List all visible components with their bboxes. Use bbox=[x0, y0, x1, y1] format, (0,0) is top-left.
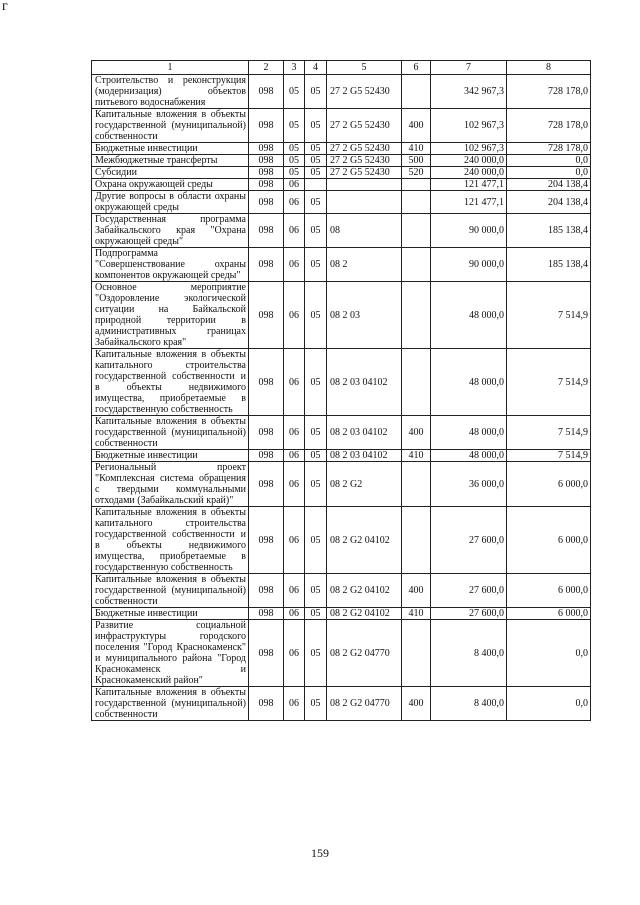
row-name-cell: Межбюджетные трансферты bbox=[92, 155, 249, 167]
row-amount-year1-cell: 36 000,0 bbox=[431, 462, 507, 507]
table-row bbox=[92, 191, 591, 214]
row-amount-year2-cell: 6 000,0 bbox=[507, 507, 591, 574]
row-amount-year2-cell: 7 514,9 bbox=[507, 450, 591, 462]
row-target-article-cell: 27 2 G5 52430 bbox=[327, 155, 402, 167]
row-ministry-code-cell: 098 bbox=[249, 248, 284, 282]
row-subsection-cell: 05 bbox=[305, 507, 327, 574]
row-amount-year1-cell: 27 600,0 bbox=[431, 608, 507, 620]
row-target-article-cell: 27 2 G5 52430 bbox=[327, 167, 402, 179]
row-amount-year2-cell: 7 514,9 bbox=[507, 416, 591, 450]
table-row bbox=[92, 109, 591, 143]
table-row bbox=[92, 416, 591, 450]
row-subsection-cell: 05 bbox=[305, 191, 327, 214]
page-number: 159 bbox=[311, 846, 329, 860]
row-expense-type-cell: 400 bbox=[402, 687, 431, 721]
row-section-cell: 06 bbox=[284, 349, 305, 416]
row-target-article-cell: 08 2 G2 04770 bbox=[327, 687, 402, 721]
row-amount-year2-cell: 7 514,9 bbox=[507, 282, 591, 349]
row-section-cell: 06 bbox=[284, 608, 305, 620]
row-subsection-cell: 05 bbox=[305, 282, 327, 349]
row-subsection-cell bbox=[305, 179, 327, 191]
row-subsection-cell: 05 bbox=[305, 620, 327, 687]
table-row bbox=[92, 349, 591, 416]
row-amount-year2-cell: 728 178,0 bbox=[507, 75, 591, 109]
row-name-cell: Капитальные вложения в объекты государственной (муниципальной) собственности bbox=[92, 687, 249, 721]
row-target-article-cell: 08 2 03 04102 bbox=[327, 450, 402, 462]
row-amount-year1-cell: 342 967,3 bbox=[431, 75, 507, 109]
row-target-article-cell: 08 bbox=[327, 214, 402, 248]
row-ministry-code-cell: 098 bbox=[249, 155, 284, 167]
row-ministry-code-cell: 098 bbox=[249, 109, 284, 143]
budget-table bbox=[91, 60, 591, 721]
row-amount-year1-cell: 48 000,0 bbox=[431, 282, 507, 349]
header-cell: 7 bbox=[431, 61, 507, 75]
budget-table-container bbox=[91, 60, 590, 721]
row-amount-year1-cell: 8 400,0 bbox=[431, 620, 507, 687]
row-section-cell: 05 bbox=[284, 75, 305, 109]
row-name-cell: Капитальные вложения в объекты государственной (муниципальной) собственности bbox=[92, 574, 249, 608]
row-expense-type-cell bbox=[402, 349, 431, 416]
row-amount-year1-cell: 121 477,1 bbox=[431, 179, 507, 191]
row-amount-year1-cell: 8 400,0 bbox=[431, 687, 507, 721]
row-expense-type-cell bbox=[402, 620, 431, 687]
table-row bbox=[92, 620, 591, 687]
row-amount-year2-cell: 6 000,0 bbox=[507, 608, 591, 620]
row-expense-type-cell: 410 bbox=[402, 450, 431, 462]
header-cell: 8 bbox=[507, 61, 591, 75]
header-cell: 5 bbox=[327, 61, 402, 75]
row-target-article-cell: 08 2 G2 04102 bbox=[327, 574, 402, 608]
table-row bbox=[92, 248, 591, 282]
row-expense-type-cell: 400 bbox=[402, 109, 431, 143]
row-ministry-code-cell: 098 bbox=[249, 507, 284, 574]
row-expense-type-cell: 400 bbox=[402, 574, 431, 608]
row-target-article-cell: 08 2 03 04102 bbox=[327, 349, 402, 416]
row-section-cell: 05 bbox=[284, 167, 305, 179]
row-amount-year2-cell: 0,0 bbox=[507, 167, 591, 179]
row-subsection-cell: 05 bbox=[305, 248, 327, 282]
row-target-article-cell: 27 2 G5 52430 bbox=[327, 143, 402, 155]
row-subsection-cell: 05 bbox=[305, 450, 327, 462]
row-ministry-code-cell: 098 bbox=[249, 416, 284, 450]
row-section-cell: 06 bbox=[284, 191, 305, 214]
row-section-cell: 06 bbox=[284, 450, 305, 462]
row-target-article-cell: 08 2 G2 04102 bbox=[327, 608, 402, 620]
row-ministry-code-cell: 098 bbox=[249, 214, 284, 248]
header-cell: 4 bbox=[305, 61, 327, 75]
header-cell: 3 bbox=[284, 61, 305, 75]
row-name-cell: Региональный проект "Комплексная система обращения с твердыми коммунальными отходами (Забайкальский край)" bbox=[92, 462, 249, 507]
header-cell: 2 bbox=[249, 61, 284, 75]
row-amount-year2-cell: 0,0 bbox=[507, 687, 591, 721]
row-section-cell: 05 bbox=[284, 155, 305, 167]
row-ministry-code-cell: 098 bbox=[249, 191, 284, 214]
row-amount-year1-cell: 102 967,3 bbox=[431, 109, 507, 143]
row-section-cell: 06 bbox=[284, 687, 305, 721]
row-name-cell: Охрана окружающей среды bbox=[92, 179, 249, 191]
table-row bbox=[92, 75, 591, 109]
header-cell: 1 bbox=[92, 61, 249, 75]
row-name-cell: Бюджетные инвестиции bbox=[92, 450, 249, 462]
row-subsection-cell: 05 bbox=[305, 574, 327, 608]
table-row bbox=[92, 143, 591, 155]
row-ministry-code-cell: 098 bbox=[249, 143, 284, 155]
row-section-cell: 06 bbox=[284, 416, 305, 450]
row-amount-year2-cell: 728 178,0 bbox=[507, 109, 591, 143]
table-row bbox=[92, 507, 591, 574]
row-amount-year2-cell: 7 514,9 bbox=[507, 349, 591, 416]
row-expense-type-cell: 520 bbox=[402, 167, 431, 179]
row-expense-type-cell bbox=[402, 282, 431, 349]
row-amount-year2-cell: 204 138,4 bbox=[507, 179, 591, 191]
row-name-cell: Бюджетные инвестиции bbox=[92, 143, 249, 155]
table-row bbox=[92, 608, 591, 620]
row-target-article-cell bbox=[327, 179, 402, 191]
row-ministry-code-cell: 098 bbox=[249, 574, 284, 608]
row-name-cell: Государственная программа Забайкальского края "Охрана окружающей среды" bbox=[92, 214, 249, 248]
row-target-article-cell: 08 2 bbox=[327, 248, 402, 282]
row-name-cell: Капитальные вложения в объекты капитального строительства государственной собственности и в объекты недвижимого имущества, приобретаемые в государственную собственность bbox=[92, 349, 249, 416]
row-ministry-code-cell: 098 bbox=[249, 282, 284, 349]
row-amount-year1-cell: 48 000,0 bbox=[431, 349, 507, 416]
row-target-article-cell: 27 2 G5 52430 bbox=[327, 109, 402, 143]
row-name-cell: Капитальные вложения в объекты капитального строительства государственной собственности и в объекты недвижимого имущества, приобретаемые в государственную собственность bbox=[92, 507, 249, 574]
row-expense-type-cell bbox=[402, 462, 431, 507]
row-name-cell: Строительство и реконструкция (модернизация) объектов питьевого водоснабжения bbox=[92, 75, 249, 109]
table-row bbox=[92, 574, 591, 608]
row-expense-type-cell: 410 bbox=[402, 608, 431, 620]
row-amount-year1-cell: 27 600,0 bbox=[431, 574, 507, 608]
row-section-cell: 06 bbox=[284, 574, 305, 608]
row-section-cell: 06 bbox=[284, 179, 305, 191]
row-amount-year1-cell: 102 967,3 bbox=[431, 143, 507, 155]
row-target-article-cell: 08 2 G2 04770 bbox=[327, 620, 402, 687]
row-ministry-code-cell: 098 bbox=[249, 462, 284, 507]
row-amount-year1-cell: 240 000,0 bbox=[431, 155, 507, 167]
row-subsection-cell: 05 bbox=[305, 143, 327, 155]
row-amount-year2-cell: 0,0 bbox=[507, 620, 591, 687]
row-section-cell: 05 bbox=[284, 109, 305, 143]
row-amount-year1-cell: 27 600,0 bbox=[431, 507, 507, 574]
table-row bbox=[92, 687, 591, 721]
row-section-cell: 06 bbox=[284, 248, 305, 282]
row-subsection-cell: 05 bbox=[305, 687, 327, 721]
table-row bbox=[92, 282, 591, 349]
row-amount-year2-cell: 185 138,4 bbox=[507, 214, 591, 248]
row-name-cell: Капитальные вложения в объекты государственной (муниципальной) собственности bbox=[92, 416, 249, 450]
row-amount-year1-cell: 90 000,0 bbox=[431, 248, 507, 282]
row-section-cell: 06 bbox=[284, 462, 305, 507]
row-expense-type-cell: 400 bbox=[402, 416, 431, 450]
row-expense-type-cell bbox=[402, 248, 431, 282]
row-amount-year1-cell: 121 477,1 bbox=[431, 191, 507, 214]
row-subsection-cell: 05 bbox=[305, 462, 327, 507]
row-name-cell: Капитальные вложения в объекты государственной (муниципальной) собственности bbox=[92, 109, 249, 143]
row-expense-type-cell bbox=[402, 75, 431, 109]
row-amount-year2-cell: 728 178,0 bbox=[507, 143, 591, 155]
row-amount-year1-cell: 240 000,0 bbox=[431, 167, 507, 179]
row-target-article-cell: 08 2 03 04102 bbox=[327, 416, 402, 450]
row-amount-year2-cell: 6 000,0 bbox=[507, 462, 591, 507]
table-row bbox=[92, 214, 591, 248]
row-amount-year2-cell: 185 138,4 bbox=[507, 248, 591, 282]
row-ministry-code-cell: 098 bbox=[249, 349, 284, 416]
row-section-cell: 06 bbox=[284, 214, 305, 248]
row-subsection-cell: 05 bbox=[305, 349, 327, 416]
row-ministry-code-cell: 098 bbox=[249, 450, 284, 462]
row-amount-year1-cell: 48 000,0 bbox=[431, 450, 507, 462]
row-section-cell: 06 bbox=[284, 282, 305, 349]
row-ministry-code-cell: 098 bbox=[249, 179, 284, 191]
row-target-article-cell: 08 2 G2 04102 bbox=[327, 507, 402, 574]
row-target-article-cell bbox=[327, 191, 402, 214]
row-amount-year1-cell: 90 000,0 bbox=[431, 214, 507, 248]
row-subsection-cell: 05 bbox=[305, 167, 327, 179]
row-name-cell: Другие вопросы в области охраны окружающей среды bbox=[92, 191, 249, 214]
row-ministry-code-cell: 098 bbox=[249, 620, 284, 687]
row-section-cell: 06 bbox=[284, 507, 305, 574]
row-target-article-cell: 27 2 G5 52430 bbox=[327, 75, 402, 109]
row-amount-year2-cell: 6 000,0 bbox=[507, 574, 591, 608]
corner-mark: г bbox=[2, 0, 8, 14]
row-name-cell: Бюджетные инвестиции bbox=[92, 608, 249, 620]
row-subsection-cell: 05 bbox=[305, 155, 327, 167]
row-name-cell: Основное мероприятие "Оздоровление экологической ситуации на Байкальской природной территории в административных границах Забайкальского края" bbox=[92, 282, 249, 349]
row-section-cell: 05 bbox=[284, 143, 305, 155]
row-target-article-cell: 08 2 03 bbox=[327, 282, 402, 349]
row-expense-type-cell bbox=[402, 214, 431, 248]
row-subsection-cell: 05 bbox=[305, 416, 327, 450]
row-subsection-cell: 05 bbox=[305, 109, 327, 143]
row-expense-type-cell: 500 bbox=[402, 155, 431, 167]
row-expense-type-cell bbox=[402, 191, 431, 214]
row-amount-year2-cell: 0,0 bbox=[507, 155, 591, 167]
table-row bbox=[92, 167, 591, 179]
row-ministry-code-cell: 098 bbox=[249, 167, 284, 179]
table-row bbox=[92, 179, 591, 191]
row-ministry-code-cell: 098 bbox=[249, 687, 284, 721]
row-amount-year2-cell: 204 138,4 bbox=[507, 191, 591, 214]
row-ministry-code-cell: 098 bbox=[249, 608, 284, 620]
row-subsection-cell: 05 bbox=[305, 214, 327, 248]
row-name-cell: Субсидии bbox=[92, 167, 249, 179]
row-expense-type-cell bbox=[402, 507, 431, 574]
row-expense-type-cell: 410 bbox=[402, 143, 431, 155]
header-cell: 6 bbox=[402, 61, 431, 75]
row-subsection-cell: 05 bbox=[305, 75, 327, 109]
table-row bbox=[92, 462, 591, 507]
row-name-cell: Развитие социальной инфраструктуры городского поселения "Город Краснокаменск" и муниципального района "Город Краснокаменск и Краснокаменский район" bbox=[92, 620, 249, 687]
row-section-cell: 06 bbox=[284, 620, 305, 687]
row-expense-type-cell bbox=[402, 179, 431, 191]
row-amount-year1-cell: 48 000,0 bbox=[431, 416, 507, 450]
row-ministry-code-cell: 098 bbox=[249, 75, 284, 109]
row-subsection-cell: 05 bbox=[305, 608, 327, 620]
row-name-cell: Подпрограмма "Совершенствование охраны компонентов окружающей среды" bbox=[92, 248, 249, 282]
header-row bbox=[92, 61, 591, 75]
row-target-article-cell: 08 2 G2 bbox=[327, 462, 402, 507]
table-row bbox=[92, 155, 591, 167]
table-row bbox=[92, 450, 591, 462]
